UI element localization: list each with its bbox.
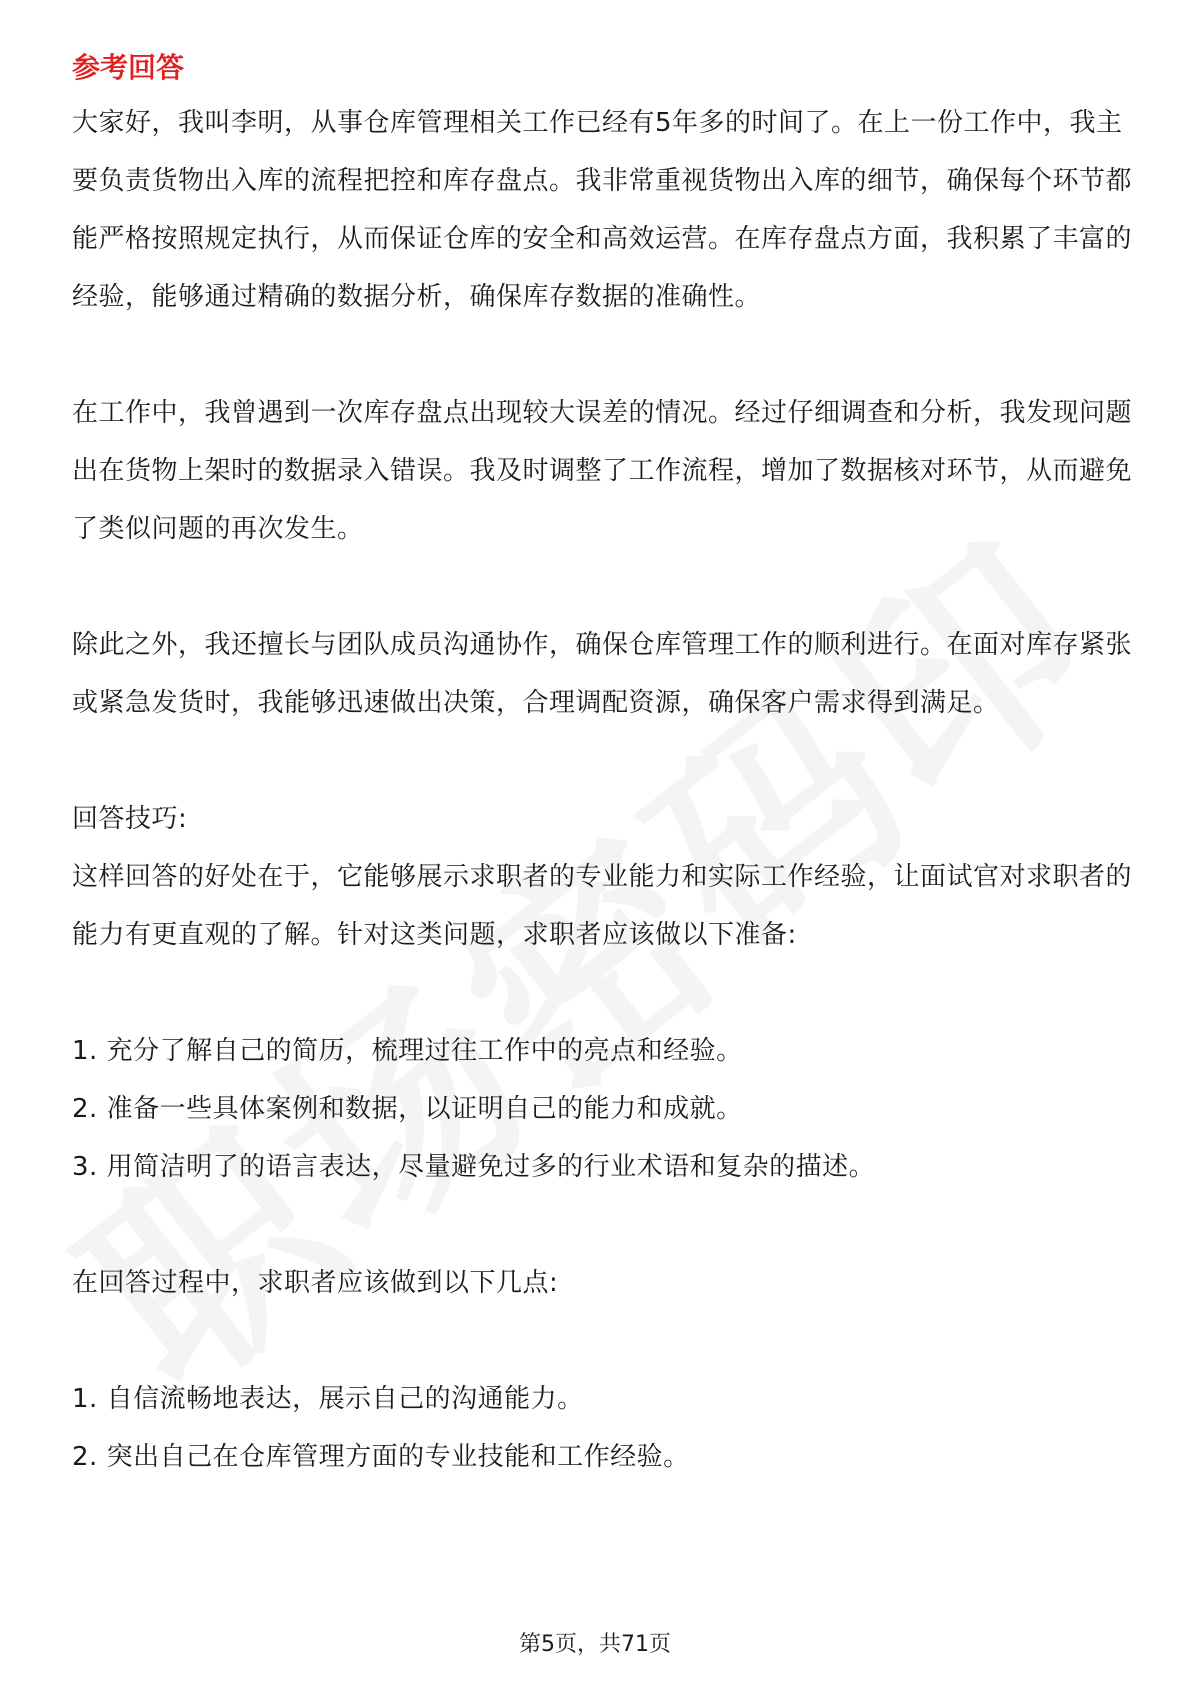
prep-list-item: 3. 用简洁明了的语言表达，尽量避免过多的行业术语和复杂的描述。 [72,1152,876,1182]
process-list-item: 1. 自信流畅地表达，展示自己的沟通能力。 [72,1384,584,1414]
spacer [72,326,1132,384]
document-body [72,48,1132,1486]
teamwork-paragraph: 除此之外，我还擅长与团队成员沟通协作，确保仓库管理工作的顺利进行。在面对库存紧张或紧急发货时，我能够迅速做出决策，合理调配资源，确保客户需求得到满足。 [72,630,1133,718]
tips-title: 回答技巧: [72,804,188,834]
spacer [72,558,1132,616]
spacer [72,964,1132,1022]
spacer [72,1312,1132,1370]
section-heading: 参考回答 [72,51,185,84]
process-title: 在回答过程中，求职者应该做到以下几点: [72,1268,559,1298]
spacer [72,732,1132,790]
spacer [72,1196,1132,1254]
prep-list-item: 2. 准备一些具体案例和数据，以证明自己的能力和成就。 [72,1094,743,1124]
prep-list-item: 1. 充分了解自己的简历，梳理过往工作中的亮点和经验。 [72,1036,743,1066]
intro-paragraph: 大家好，我叫李明，从事仓库管理相关工作已经有5年多的时间了。在上一份工作中，我主要负责货物出入库的流程把控和库存盘点。我非常重视货物出入库的细节，确保每个环节都能严格按照规定执行，从而保证仓库的安全和高效运营。在库存盘点方面，我积累了丰富的经验，能够通过精确的数据分析，确保库存数据的准确性。 [72,108,1133,312]
process-list-item: 2. 突出自己在仓库管理方面的专业技能和工作经验。 [72,1442,690,1472]
experience-paragraph: 在工作中，我曾遇到一次库存盘点出现较大误差的情况。经过仔细调查和分析，我发现问题出在货物上架时的数据录入错误。我及时调整了工作流程，增加了数据核对环节，从而避免了类似问题的再次发生。 [72,398,1133,544]
page-number: 第5页，共71页 [519,1632,671,1657]
tips-paragraph: 这样回答的好处在于，它能够展示求职者的专业能力和实际工作经验，让面试官对求职者的能力有更直观的了解。针对这类问题，求职者应该做以下准备: [72,862,1133,950]
